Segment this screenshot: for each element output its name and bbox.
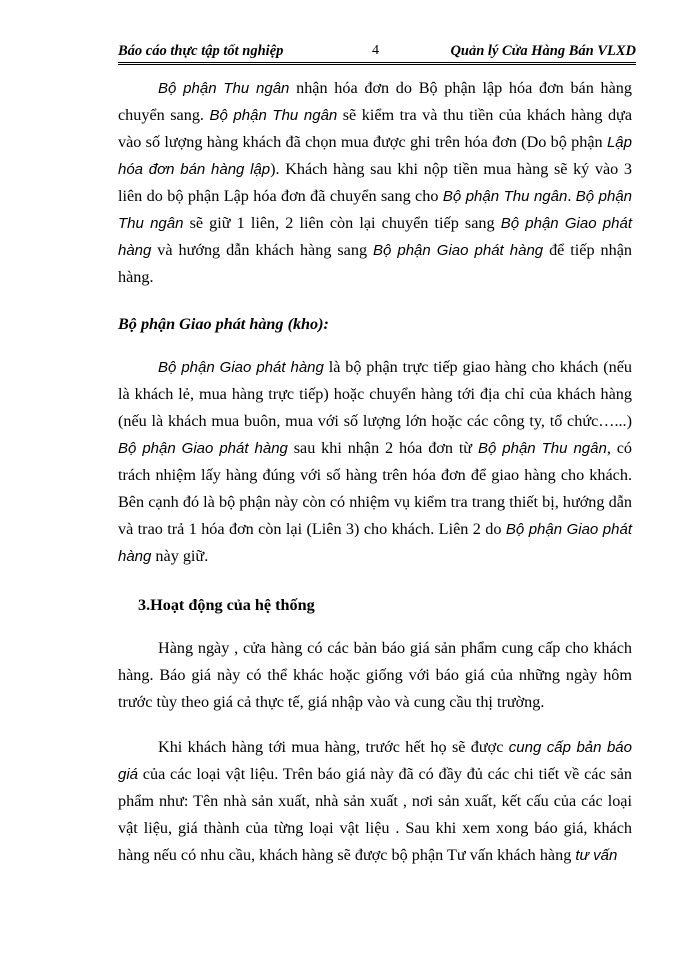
department-ref: Bộ phận Thu ngân	[209, 107, 338, 124]
text-run: Khi khách hàng tới mua hàng, trước hết họ sẽ được	[158, 738, 509, 756]
department-ref: Bộ phận Giao phát hàng	[118, 215, 632, 259]
text-run: này giữ.	[151, 547, 209, 565]
text-run: của các loại vật liệu. Trên báo giá này đã có đầy đủ các chi tiết về các sản phẩm như: Tên nhà sản xuất, nhà sản xuất , nơi sản xuất, kết cấu của các loại vật liệu, giá thành của từng loại vật liệu . Sau khi xem xong báo giá, khách hàng nếu có nhu cầu, khách hàng sẽ được bộ phận Tư vấn khách hàng	[118, 765, 632, 864]
text-run: .	[567, 187, 576, 205]
department-ref: Bộ phận Giao phát hàng	[372, 242, 544, 259]
text-run: nhận hóa đơn do Bộ phận lập hóa đơn bán hàng chuyển sang.	[118, 79, 632, 124]
text-run: sau khi nhận 2 hóa đơn từ	[287, 439, 478, 457]
section-heading-system-operation: 3.Hoạt động của hệ thống	[138, 596, 315, 614]
department-ref: Lập hóa đơn bán hàng lập	[118, 134, 632, 178]
paragraph-customer-flow	[118, 734, 632, 869]
header-project-title: Quản lý Cửa Hàng Bán VLXD	[450, 43, 636, 59]
department-ref: Bộ phận Thu ngân	[118, 188, 633, 232]
page-header	[118, 40, 636, 65]
text-run: , có trách nhiệm lấy hàng đúng với số hàng trên hóa đơn để giao hàng cho khách. Bên cạnh đó là bộ phận này còn có nhiệm vụ kiểm tra trang thiết bị, hướng dẫn và trao trả 1 hóa đơn còn lại (Liên 3) cho khách. Liên 2 do	[118, 439, 633, 538]
department-ref: Bộ phận Giao phát hàng	[118, 440, 288, 457]
text-run: sẽ kiểm tra và thu tiền của khách hàng dựa vào số lượng hàng khách đã chọn mua được ghi trên hóa đơn (Do bộ phận	[118, 106, 633, 151]
section-heading-warehouse: Bộ phận Giao phát hàng (kho):	[118, 315, 329, 333]
department-ref: Bộ phận Thu ngân	[477, 440, 607, 457]
text-run: ). Khách hàng sau khi nộp tiền mua hàng sẽ ký vào 3 liên do bộ phận Lập hóa đơn đã chuyển sang cho	[118, 160, 632, 205]
emphasis-quote: cung cấp bản báo giá	[118, 739, 632, 783]
text-run: và hướng dẫn khách hàng sang	[151, 241, 373, 259]
text-run: sẽ giữ 1 liên, 2 liên còn lại chuyển tiếp sang	[183, 214, 501, 232]
department-ref: Bộ phận Giao phát hàng	[158, 359, 324, 376]
department-ref: Bộ phận Thu ngân	[158, 80, 290, 97]
text-run: là bộ phận trực tiếp giao hàng cho khách (nếu là khách lẻ, mua hàng trực tiếp) hoặc chuyển hàng tới địa chỉ của khách hàng (nếu là khách mua buôn, mua với số lượng lớn hoặc các công ty, tổ chức…...)	[118, 358, 633, 430]
department-ref: Bộ phận Giao phát hàng	[118, 521, 632, 565]
header-report-title: Báo cáo thực tập tốt nghiệp	[118, 43, 284, 59]
document-body	[118, 75, 632, 869]
paragraph-cashier	[118, 75, 632, 291]
text-run: để tiếp nhận hàng.	[118, 241, 632, 286]
paragraph-warehouse	[118, 354, 632, 570]
department-ref: Bộ phận Thu ngân	[442, 188, 568, 205]
header-page-number: 4	[372, 43, 379, 58]
emphasis-consult: tư vấn	[575, 847, 618, 864]
paragraph-daily-quote: Hàng ngày , cửa hàng có các bản báo giá sản phẩm cung cấp cho khách hàng. Báo giá này có thể khác hoặc giống với báo giá của những ngày hôm trước tùy theo giá cả thực tế, giá nhập vào và cung cầu thị trường.	[118, 639, 632, 711]
